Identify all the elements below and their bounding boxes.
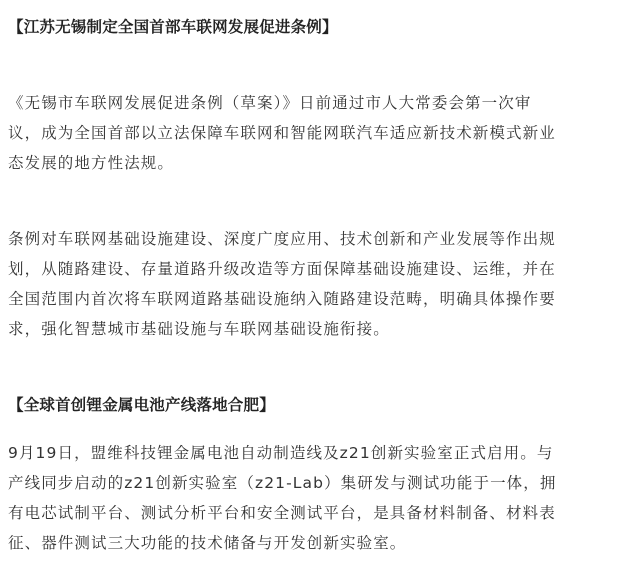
- paragraph-line: 征、器件测试三大功能的技术储备与开发创新实验室。: [8, 534, 407, 552]
- paragraph-line: 议，成为全国首部以立法保障车联网和智能网联汽车适应新技术新模式新业: [8, 124, 556, 142]
- paragraph-line: 产线同步启动的z21创新实验室（z21-Lab）集研发与测试功能于一体，拥: [8, 474, 557, 492]
- paragraph-line: 态发展的地方性法规。: [8, 154, 175, 172]
- paragraph-line: 求，强化智慧城市基础设施与车联网基础设施衔接。: [8, 320, 390, 338]
- paragraph-line: 有电芯试制平台、测试分析平台和安全测试平台，是具备材料制备、材料表: [8, 504, 556, 522]
- section-heading-lithium-battery: 【全球首创锂金属电池产线落地合肥】: [8, 396, 275, 414]
- paragraph-lithium-battery-line: [8, 438, 614, 558]
- paragraph-line: 9月19日，盟维科技锂金属电池自动制造线及z21创新实验室正式启用。与: [8, 444, 554, 462]
- section-heading-wuxi-iov: 【江苏无锡制定全国首部车联网发展促进条例】: [8, 18, 338, 36]
- paragraph-line: 《无锡市车联网发展促进条例（草案）》日前通过市人大常委会第一次审: [8, 94, 532, 112]
- paragraph-line: 条例对车联网基础设施建设、深度广度应用、技术创新和产业发展等作出规: [8, 230, 556, 248]
- paragraph-line: 划，从随路建设、存量道路升级改造等方面保障基础设施建设、运维，并在: [8, 260, 556, 278]
- paragraph-wuxi-regulation-details: [8, 224, 614, 344]
- paragraph-line: 全国范围内首次将车联网道路基础设施纳入随路建设范畴，明确具体操作要: [8, 290, 556, 308]
- paragraph-wuxi-regulation-intro: [8, 88, 614, 178]
